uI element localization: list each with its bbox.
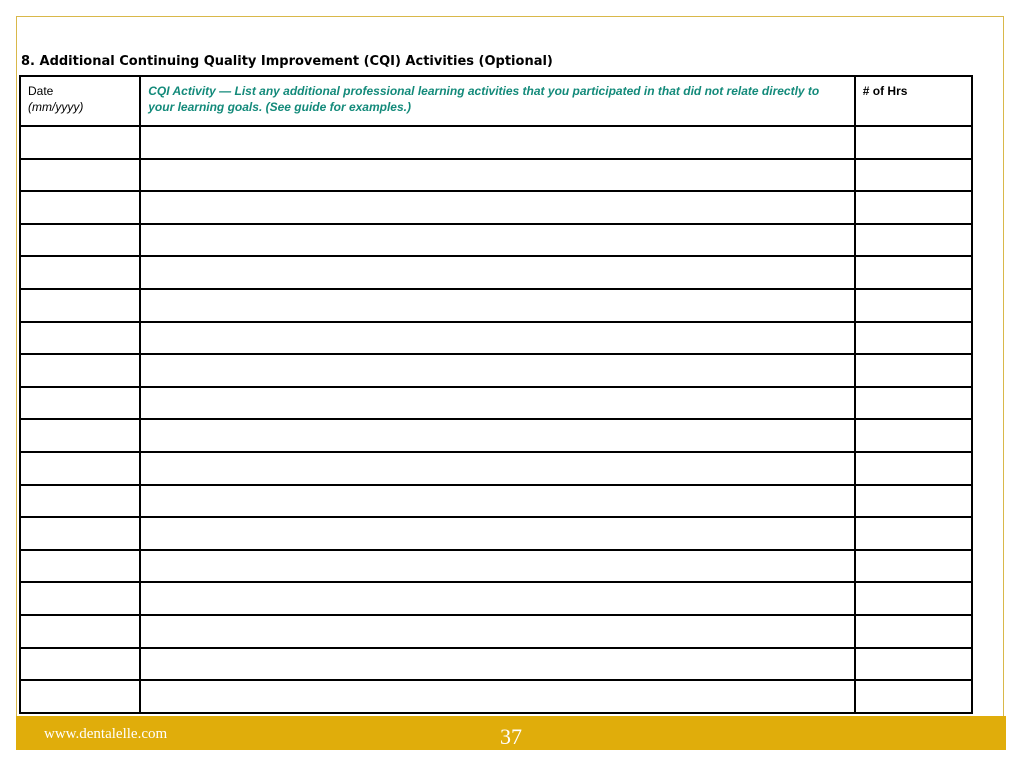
table-row [20,289,972,322]
activity-cell[interactable] [140,159,855,192]
date-cell[interactable] [20,256,140,289]
table-row [20,354,972,387]
activity-cell[interactable] [140,289,855,322]
activity-cell[interactable] [140,126,855,159]
date-cell[interactable] [20,354,140,387]
activity-cell[interactable] [140,452,855,485]
hours-cell[interactable] [855,648,972,681]
activity-cell[interactable] [140,224,855,257]
activity-cell[interactable] [140,485,855,518]
hours-cell[interactable] [855,354,972,387]
table-row [20,387,972,420]
table-row [20,485,972,518]
date-cell[interactable] [20,322,140,355]
hours-cell[interactable] [855,289,972,322]
cqi-activities-table [19,75,973,714]
date-cell[interactable] [20,648,140,681]
activity-cell[interactable] [140,419,855,452]
hours-cell[interactable] [855,615,972,648]
date-cell[interactable] [20,550,140,583]
hours-cell[interactable] [855,159,972,192]
table-row [20,159,972,192]
hours-cell[interactable] [855,126,972,159]
activity-cell[interactable] [140,648,855,681]
table-row [20,191,972,224]
table-row [20,322,972,355]
table-row [20,256,972,289]
activity-cell[interactable] [140,615,855,648]
table-row [20,419,972,452]
table-row [20,648,972,681]
date-format-label: (mm/yyyy) [28,100,84,114]
date-cell[interactable] [20,485,140,518]
date-cell[interactable] [20,680,140,713]
table-row [20,224,972,257]
date-cell[interactable] [20,615,140,648]
hours-cell[interactable] [855,322,972,355]
table-header-row [20,76,972,126]
table-row [20,452,972,485]
table-row [20,517,972,550]
hours-header-label: # of Hrs [862,84,908,98]
hours-cell[interactable] [855,550,972,583]
activity-cell[interactable] [140,550,855,583]
hours-cell[interactable] [855,680,972,713]
hours-cell[interactable] [855,191,972,224]
hours-column-header [855,76,972,126]
hours-cell[interactable] [855,419,972,452]
table-row [20,550,972,583]
hours-cell[interactable] [855,582,972,615]
table-row [20,680,972,713]
footer-website-link[interactable]: www.dentalelle.com [44,726,168,742]
activity-cell[interactable] [140,191,855,224]
hours-cell[interactable] [855,224,972,257]
date-cell[interactable] [20,289,140,322]
date-cell[interactable] [20,126,140,159]
date-cell[interactable] [20,517,140,550]
date-cell[interactable] [20,191,140,224]
activity-cell[interactable] [140,517,855,550]
activity-column-header [140,76,855,126]
table-row [20,582,972,615]
activity-cell[interactable] [140,322,855,355]
hours-cell[interactable] [855,485,972,518]
hours-cell[interactable] [855,256,972,289]
date-cell[interactable] [20,224,140,257]
activity-header-label: CQI Activity — List any additional professional learning activities that you participated in that did not relate directly to your learning goals. (See guide for examples.) [148,84,820,114]
hours-cell[interactable] [855,387,972,420]
activity-cell[interactable] [140,680,855,713]
date-cell[interactable] [20,159,140,192]
activity-cell[interactable] [140,256,855,289]
date-header-label: Date [28,84,54,98]
table-row [20,126,972,159]
date-cell[interactable] [20,387,140,420]
table-row [20,615,972,648]
activity-cell[interactable] [140,582,855,615]
page-number: 37 [500,724,522,749]
activity-cell[interactable] [140,354,855,387]
section-heading: 8. Additional Continuing Quality Improvement (CQI) Activities (Optional) [21,54,553,69]
hours-cell[interactable] [855,517,972,550]
activity-cell[interactable] [140,387,855,420]
date-column-header [20,76,140,126]
date-cell[interactable] [20,419,140,452]
date-cell[interactable] [20,582,140,615]
hours-cell[interactable] [855,452,972,485]
date-cell[interactable] [20,452,140,485]
